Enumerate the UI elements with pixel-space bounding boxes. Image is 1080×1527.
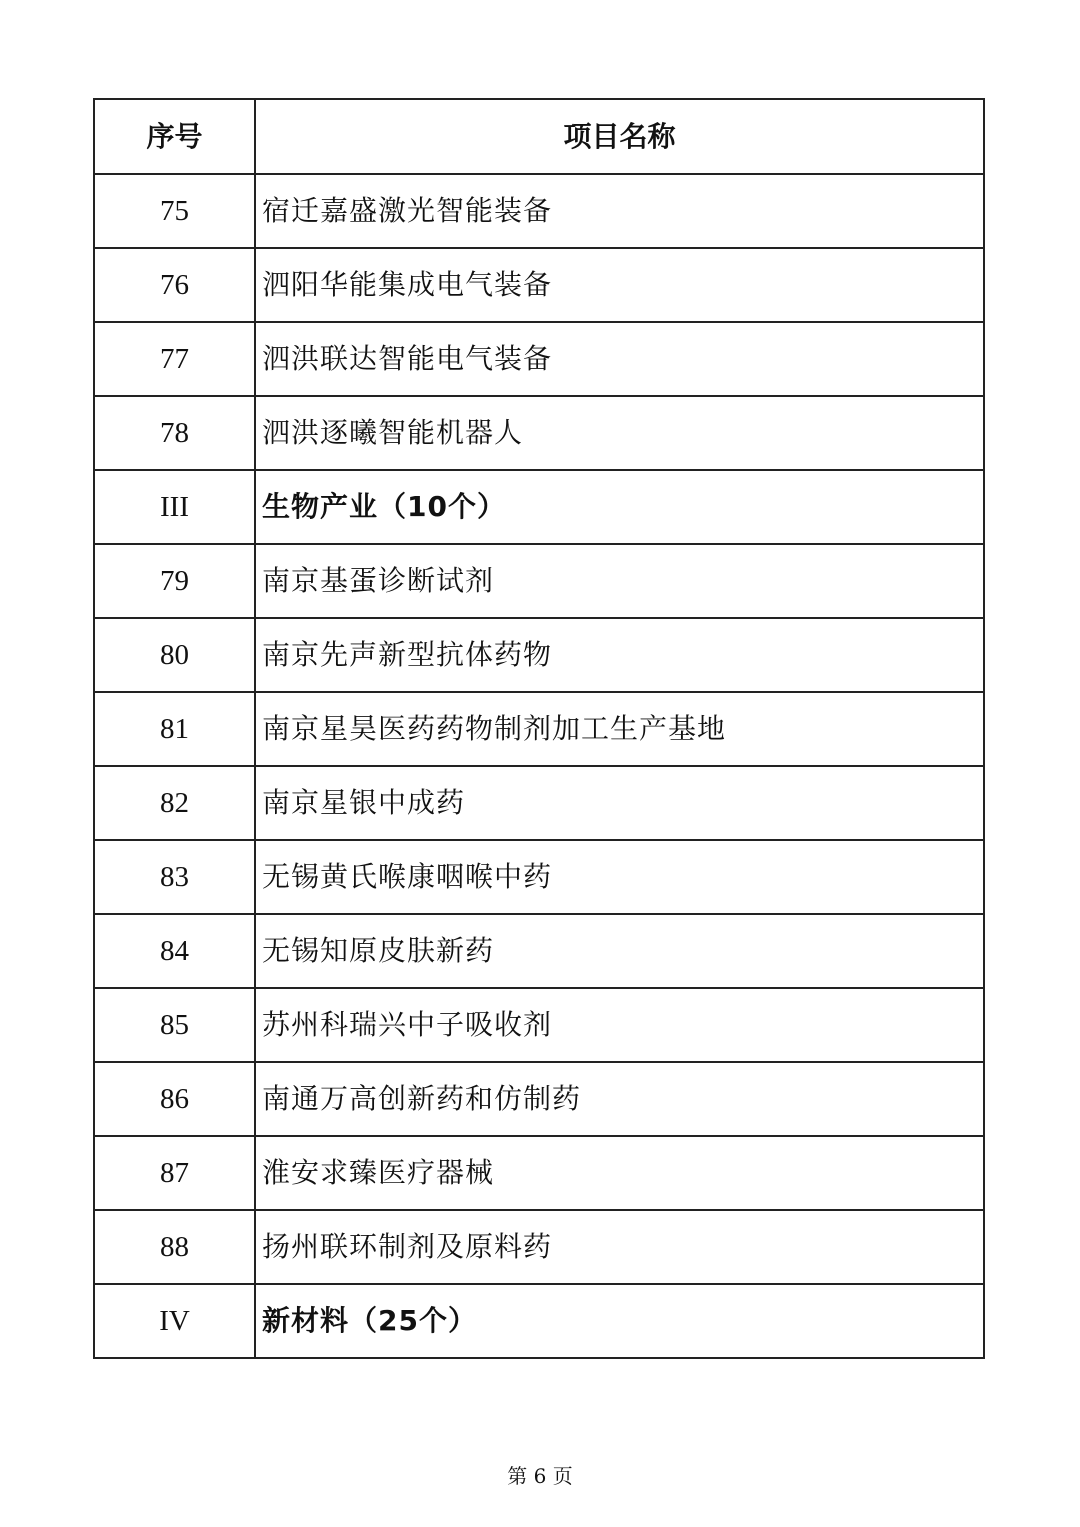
row-project-name: 苏州科瑞兴中子吸收剂 bbox=[255, 988, 984, 1062]
row-project-name: 无锡知原皮肤新药 bbox=[255, 914, 984, 988]
page-number: 第 6 页 bbox=[507, 1464, 573, 1488]
row-project-name: 南京基蛋诊断试剂 bbox=[255, 544, 984, 618]
row-seq: 81 bbox=[94, 692, 255, 766]
table-row bbox=[94, 988, 984, 1062]
row-project-name: 无锡黄氏喉康咽喉中药 bbox=[255, 840, 984, 914]
row-seq: 84 bbox=[94, 914, 255, 988]
row-project-name: 南京星昊医药药物制剂加工生产基地 bbox=[255, 692, 984, 766]
table-row bbox=[94, 248, 984, 322]
header-name: 项目名称 bbox=[255, 99, 984, 174]
table-row bbox=[94, 1062, 984, 1136]
row-seq: 85 bbox=[94, 988, 255, 1062]
row-seq: III bbox=[94, 470, 255, 544]
row-project-name: 扬州联环制剂及原料药 bbox=[255, 1210, 984, 1284]
table-row bbox=[94, 766, 984, 840]
table-row bbox=[94, 1210, 984, 1284]
section-row bbox=[94, 470, 984, 544]
row-seq: 75 bbox=[94, 174, 255, 248]
section-title: 新材料（25个） bbox=[255, 1284, 984, 1358]
row-seq: 87 bbox=[94, 1136, 255, 1210]
table-row bbox=[94, 396, 984, 470]
row-project-name: 淮安求臻医疗器械 bbox=[255, 1136, 984, 1210]
row-project-name: 泗洪逐曦智能机器人 bbox=[255, 396, 984, 470]
row-project-name: 泗洪联达智能电气装备 bbox=[255, 322, 984, 396]
table-row bbox=[94, 840, 984, 914]
row-seq: 83 bbox=[94, 840, 255, 914]
row-seq: 80 bbox=[94, 618, 255, 692]
table-row bbox=[94, 544, 984, 618]
table-header-row bbox=[94, 99, 984, 174]
table-row bbox=[94, 322, 984, 396]
row-project-name: 南京星银中成药 bbox=[255, 766, 984, 840]
table-row bbox=[94, 1136, 984, 1210]
row-seq: 86 bbox=[94, 1062, 255, 1136]
row-project-name: 南通万高创新药和仿制药 bbox=[255, 1062, 984, 1136]
row-project-name: 宿迁嘉盛激光智能装备 bbox=[255, 174, 984, 248]
row-project-name: 泗阳华能集成电气装备 bbox=[255, 248, 984, 322]
row-seq: 82 bbox=[94, 766, 255, 840]
section-title: 生物产业（10个） bbox=[255, 470, 984, 544]
row-seq: 76 bbox=[94, 248, 255, 322]
row-seq: 77 bbox=[94, 322, 255, 396]
row-seq: IV bbox=[94, 1284, 255, 1358]
section-row bbox=[94, 1284, 984, 1358]
header-seq: 序号 bbox=[94, 99, 255, 174]
row-project-name: 南京先声新型抗体药物 bbox=[255, 618, 984, 692]
table-row bbox=[94, 914, 984, 988]
row-seq: 79 bbox=[94, 544, 255, 618]
row-seq: 78 bbox=[94, 396, 255, 470]
project-list-table bbox=[93, 98, 985, 1359]
table-row bbox=[94, 174, 984, 248]
table-row bbox=[94, 692, 984, 766]
table-row bbox=[94, 618, 984, 692]
table-body bbox=[94, 174, 984, 1358]
row-seq: 88 bbox=[94, 1210, 255, 1284]
